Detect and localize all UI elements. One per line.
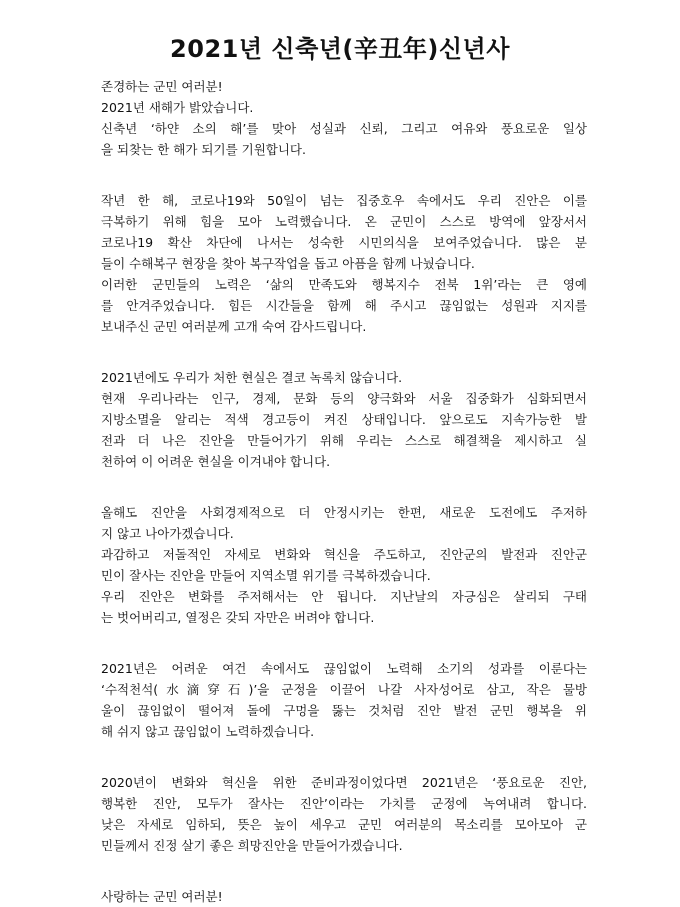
text-line: 과감하고 저돌적인 자세로 변화와 혁신을 주도하고, 진안군의 발전과 진안군	[101, 547, 587, 562]
text-line: 2021년은 어려운 여건 속에서도 끊임없이 노력해 소기의 성과를 이룬다는	[101, 661, 587, 676]
text-line: 전과 더 나은 진안을 만들어가기 위해 우리는 스스로 해결책을 제시하고 실	[101, 433, 587, 448]
text-line: 들이 수해복구 현장을 찾아 복구작업을 돕고 아픔을 함께 나눴습니다.	[101, 256, 475, 271]
paragraph-spacer	[101, 472, 587, 502]
text-line: 행복한 진안, 모두가 잘사는 진안’이라는 가치를 군정에 녹여내려 합니다.	[101, 796, 587, 811]
text-line: 을 되찾는 한 해가 되기를 기원합니다.	[101, 142, 306, 157]
paragraph	[101, 886, 587, 907]
text-line: 천하여 이 어려운 현실을 이겨내야 합니다.	[101, 454, 331, 469]
text-line: 지 않고 나아가겠습니다.	[101, 526, 234, 541]
text-line: 를 안겨주었습니다. 힘든 시간들을 함께 해 주시고 끊임없는 성원과 지지를	[101, 298, 587, 313]
paragraph	[101, 772, 587, 856]
text-line: 해 쉬지 않고 끊임없이 노력하겠습니다.	[101, 724, 315, 739]
text-line: ‘수적천석(水滴穿石)’을 군정을 이끌어 나갈 사자성어로 삼고, 작은 물방	[101, 682, 587, 697]
paragraph	[101, 367, 587, 472]
text-line: 는 벗어버리고, 열정은 갖되 자만은 버려야 합니다.	[101, 610, 375, 625]
text-line: 지방소멸을 알리는 적색 경고등이 켜진 상태입니다. 앞으로도 지속가능한 발	[101, 412, 587, 427]
text-line: 민이 잘사는 진안을 만들어 지역소멸 위기를 극복하겠습니다.	[101, 568, 431, 583]
text-line: 이러한 군민들의 노력은 ‘삶의 만족도와 행복지수 전북 1위’라는 큰 영예	[101, 277, 587, 292]
text-line: 보내주신 군민 여러분께 고개 숙여 감사드립니다.	[101, 319, 367, 334]
text-line: 존경하는 군민 여러분!	[101, 79, 223, 94]
document-title: 2021년 신축년(辛丑年)신년사	[170, 35, 510, 63]
paragraph-spacer	[101, 628, 587, 658]
text-line: 2020년이 변화와 혁신을 위한 준비과정이었다면 2021년은 ‘풍요로운 진안,	[101, 775, 587, 790]
text-line: 코로나19 확산 차단에 나서는 성숙한 시민의식을 보여주었습니다. 많은 분	[101, 235, 587, 250]
text-line: 낮은 자세로 임하되, 뜻은 높이 세우고 군민 여러분의 목소리를 모아모아 군	[101, 817, 587, 832]
text-line: 우리 진안은 변화를 주저해서는 안 됩니다. 지난날의 자긍심은 살리되 구태	[101, 589, 587, 604]
document-body	[101, 76, 587, 907]
text-line: 올해도 진안을 사회경제적으로 더 안정시키는 한편, 새로운 도전에도 주저하	[101, 505, 587, 520]
paragraph-spacer	[101, 160, 587, 190]
text-line: 신축년 ‘하얀 소의 해’를 맞아 성실과 신뢰, 그리고 여유와 풍요로운 일상	[101, 121, 587, 136]
paragraph	[101, 76, 587, 160]
text-line: 2021년에도 우리가 처한 현실은 결코 녹록치 않습니다.	[101, 370, 403, 385]
text-line: 현재 우리나라는 인구, 경제, 문화 등의 양극화와 서울 집중화가 심화되면서	[101, 391, 587, 406]
text-line: 2021년 새해가 밝았습니다.	[101, 100, 254, 115]
paragraph-spacer	[101, 856, 587, 886]
paragraph-spacer	[101, 742, 587, 772]
paragraph	[101, 190, 587, 337]
text-line: 울이 끊임없이 떨어져 돌에 구멍을 뚫는 것처럼 진안 발전 군민 행복을 위	[101, 703, 587, 718]
paragraph	[101, 658, 587, 742]
text-line: 작년 한 해, 코로나19와 50일이 넘는 집중호우 속에서도 우리 진안은 이를	[101, 193, 587, 208]
paragraph	[101, 502, 587, 628]
text-line: 극복하기 위해 힘을 모아 노력했습니다. 온 군민이 스스로 방역에 앞장서서	[101, 214, 587, 229]
paragraph-spacer	[101, 337, 587, 367]
text-line: 민들께서 진정 살기 좋은 희망진안을 만들어가겠습니다.	[101, 838, 403, 853]
text-line: 사랑하는 군민 여러분!	[101, 889, 223, 904]
